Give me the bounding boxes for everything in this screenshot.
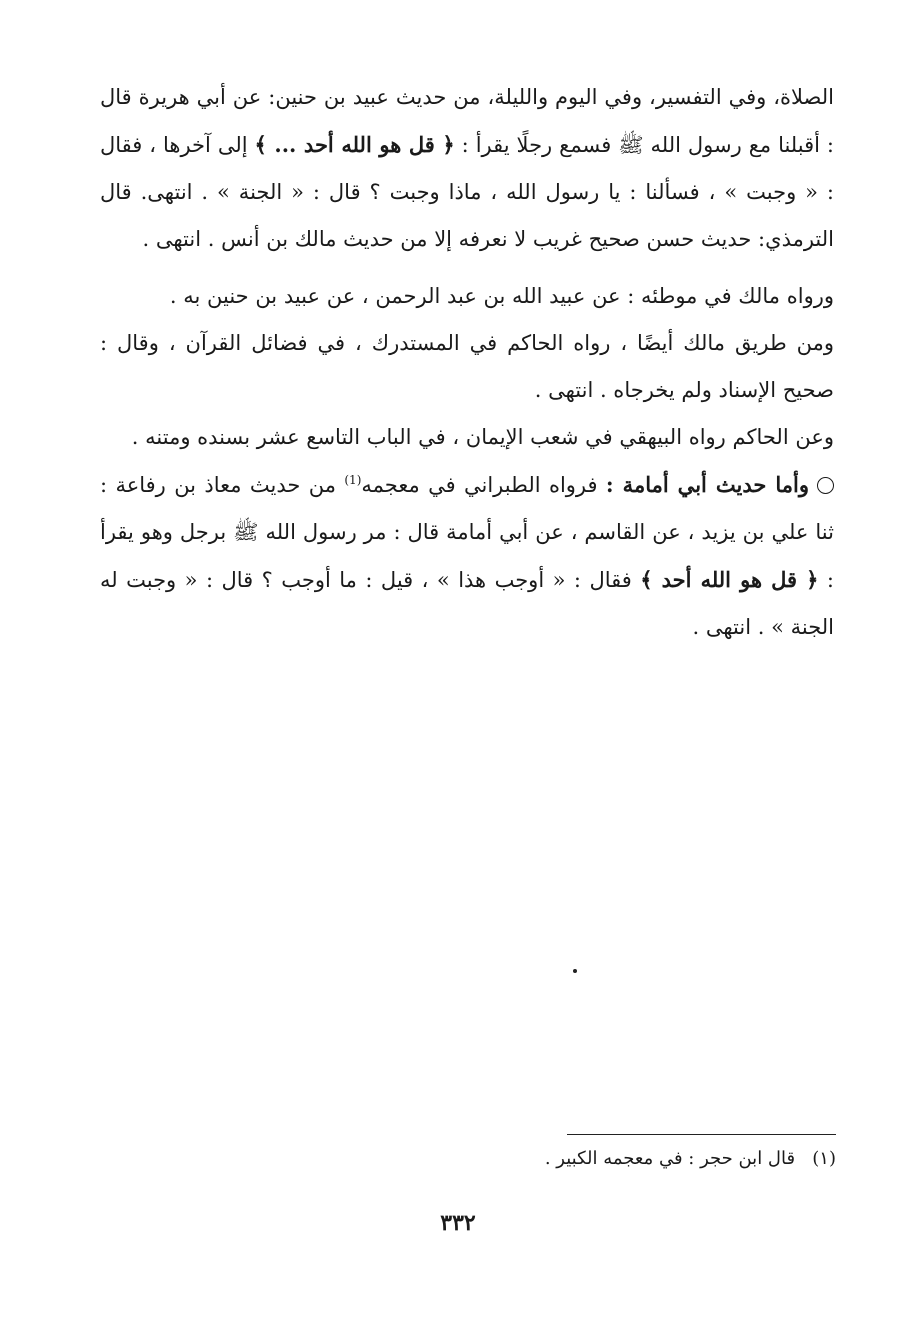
paragraph-text: من حديث معاذ بن رفاعة : ثنا علي بن يزيد ، عن القاسم ، عن أبي أمامة قال : مر رسول الله ﷺ برجل وهو يقرأ : [100,473,835,592]
paragraph-text: الصلاة، وفي التفسير، وفي اليوم والليلة، من حديث عبيد بن حنين: عن أبي هريرة قال : أقبلنا مع رسول الله ﷺ فسمع رجلًا يقرأ : [100,85,834,157]
page-number: ٣٣٢ [440,1210,476,1236]
paragraph-malik: ورواه مالك في موطئه : عن عبيد الله بن عبد الرحمن ، عن عبيد بن حنين به . [169,284,834,308]
paragraph-abu-hurayra [100,74,834,263]
footnote-reference[interactable]: (1) [344,473,362,487]
paragraph-text: فقال : « أوجب هذا » ، قيل : ما أوجب ؟ قال : « وجبت له الجنة » . انتهى . [100,568,834,639]
page-body [100,74,834,651]
footnote-marker: (١) [812,1148,836,1169]
paragraph-bayhaqi: وعن الحاكم رواه البيهقي في شعب الإيمان ، في الباب التاسع عشر بسنده ومتنه . [131,425,834,449]
paragraph-abu-umama [100,461,834,651]
footnote [545,1148,836,1169]
section-heading: وأما حديث أبي أمامة : [605,472,809,497]
quran-quote: ﴿ قل هو الله أحد ﴾ [640,567,819,592]
paragraph-hakim: ومن طريق مالك أيضًا ، رواه الحاكم في المستدرك ، في فضائل القرآن ، وقال : صحيح الإسناد ولم يخرجاه . انتهى . [100,331,834,402]
stray-dot [573,969,577,973]
section-circle-icon [817,477,834,494]
footnote-divider [567,1134,836,1135]
footnote-text: قال ابن حجر : في معجمه الكبير . [544,1148,796,1169]
paragraph-text: إلى آخرها ، فقال : « وجبت » ، فسألنا : يا رسول الله ، ماذا وجبت ؟ قال : « الجنة » . انتهى. قال الترمذي: حديث حسن صحيح غريب لا نعرفه إلا من حديث مالك بن أنس . انتهى . [100,133,834,251]
paragraph-text: فرواه الطبراني في معجمه [361,473,606,497]
quran-quote: ﴿ قل هو الله أحد ... ﴾ [254,132,455,157]
